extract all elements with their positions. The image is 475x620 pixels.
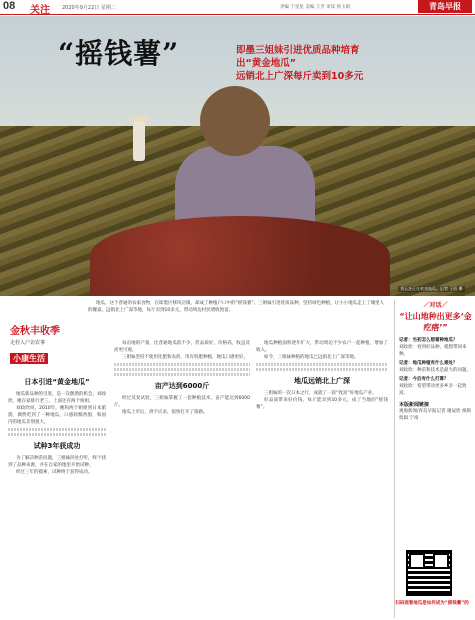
kicker-title: 金秋丰收季 [10,326,60,337]
qa-answer: 刘政欣：希望带动更多乡亲一起致富。 [399,384,467,396]
article-paragraph: 每亩地的产量，比普通地瓜低不少，但品质好，价格高，收益反而更可观。 [114,341,250,353]
section-name: 关注 [30,5,50,16]
article-paragraph: 好品质带来好价钱，每斤能卖到10多元，成了当地的“摇钱薯”。 [256,398,388,410]
article-paragraph: 刘政欣说，2010年，她和两个姐姐到日本旅游，偶然吃到了一种地瓜，口感软糯香甜，和国内的地瓜差别很大。 [8,406,106,425]
interview-sidebar [394,300,472,618]
article-paragraph: 如今，三姐妹种植的地瓜已远销北上广深等地。 [264,355,359,360]
sweet-potato-pile [90,216,390,296]
article-paragraph: 三姐妹坚持不使用化肥和农药，用有机肥种植，地瓜口感更好。 [122,355,248,360]
page-header [0,0,475,15]
kicker-subtitle: 走村入户访农事 [10,340,46,346]
article-column-2 [114,340,250,618]
article-paragraph: 经过三年的摸索，试种终于获得成功。 [16,470,93,475]
column-2-heading-1: 亩产达到6000斤 [154,382,210,390]
article-paragraph: 地瓜新品种的引进，是一次偶然的机会。刘政欣，她在家排行老三，上面还有两个姐姐。 [8,392,106,404]
qr-code-icon[interactable] [406,550,452,596]
qa-question: 记者：地瓜种植有什么难处？ [399,361,458,366]
article-paragraph: 地瓜上市后，供不应求，很快打开了销路。 [122,410,208,415]
qa-item [399,376,472,397]
text-filler [256,363,388,366]
article-paragraph: 地瓜种植面积逐年扩大，带动周边不少农户一起种植，增加了收入。 [256,341,388,353]
qa-answer: 刘政欣：种苗和技术是最大的问题。 [399,368,471,373]
subheadline [236,44,436,83]
lead-paragraph: 地瓜，这个普通的农家食物，在即墨区移风店镇，却成了种植户口中的“摇钱薯”。三姐妹引进优质品种，坚持绿色种植，让小小地瓜走上了城里人的餐桌，远销北上广深等地，每斤卖到10多元，带动周边村民增收致富。 [88,301,385,313]
text-filler [8,433,106,436]
news-link-title: 本版新闻链接 [399,402,430,408]
text-filler [114,363,250,366]
text-filler [114,373,250,376]
page-number: 08 [3,0,16,12]
series-kicker [10,322,84,366]
article-paragraph: 三姐妹的一次日本之行，成就了一段“致富”好地瓜产业。 [264,391,377,396]
news-link-credits: 观海新闻/青岛早报记者 谢辰欣 视频剪辑 宁靖 [399,409,471,421]
article-column-3 [256,340,388,618]
article-paragraph: 经过反复试验，三姐妹掌握了一套种植技术，亩产能达到6000斤。 [114,396,250,408]
qa-item [399,337,472,358]
editor-credits: 责编 于星星 美编 王芳 审读 侯玉娟 [280,5,351,10]
sidebar-title: “让山地种出更多‘金疙瘩’” [399,312,472,332]
qa-answer: 刘政欣：看到好品种，就想带回来种。 [399,345,467,357]
qa-item [399,360,472,374]
column-3-heading-1: 地瓜远销北上广深 [294,377,350,385]
background-worker [133,121,145,161]
article-paragraph: 为了解决种苗问题，三姐妹四处打听，终于找到了品种来源，并在自家的地里开始试种。 [8,456,106,468]
photo-caption: 刘玉芝正在收获地瓜。记者 王昭 摄 [400,286,463,291]
farmer-face [200,86,270,156]
qa-question: 记者：今后有什么打算？ [399,377,449,382]
article-column-1 [8,372,106,618]
issue-date: 2020年9月22日 星期二 [62,5,116,11]
qa-question: 记者：当初怎么想着种地瓜？ [399,338,458,343]
subheadline-line-3: 远销北上广深每斤卖到10多元 [236,71,364,82]
qr-caption: 扫码观看地瓜是如何成为“摇钱薯”的 [395,601,469,606]
text-filler [256,368,388,371]
sidebar-tag: ／对话／ [423,302,448,309]
text-filler [8,428,106,431]
column-1-heading-2: 试种3年获成功 [33,442,81,450]
column-1-heading-1: 日本引进“黄金地瓜” [24,378,90,386]
text-filler [114,368,250,371]
kicker-tag: 小康生活 [10,353,48,364]
headline: “摇钱薯” [58,37,180,70]
subheadline-line-2: 出“黄金地瓜” [236,58,296,69]
subheadline-line-1: 即墨三姐妹引进优质品种培育 [236,45,360,56]
newspaper-logo: 青岛早报 [418,0,472,13]
